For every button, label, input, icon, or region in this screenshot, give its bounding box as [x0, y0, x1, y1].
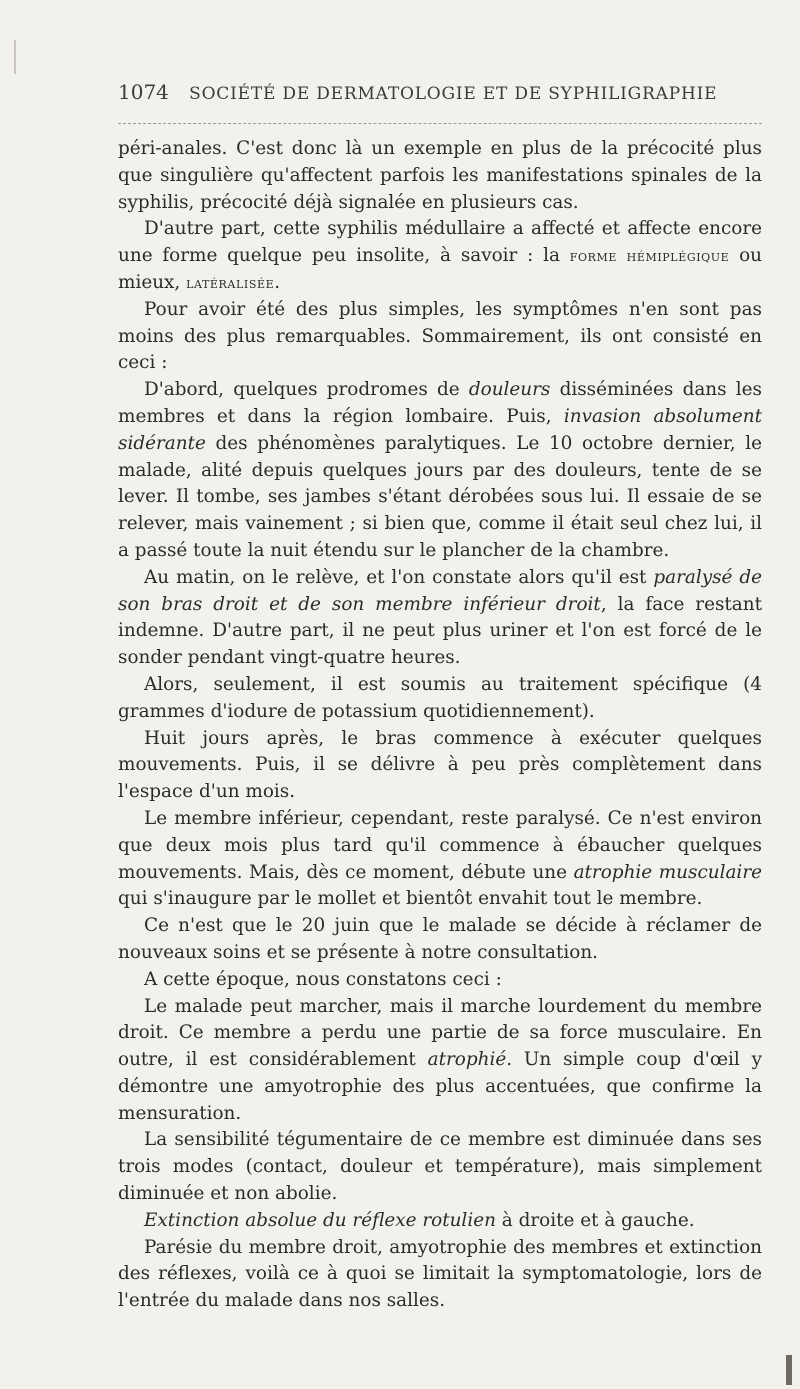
italic-term: atrophié — [427, 1049, 507, 1071]
header-rule — [118, 123, 762, 124]
paragraph-8: Le membre inférieur, cependant, reste paralysé. Ce n'est environ que deux mois plus tard qu'il commence à ébaucher quelques mouvements. Mais, dès ce moment, débute une atrophie musculaire qui s'inaugure par le mollet et bientôt envahit tout le membre. — [118, 807, 762, 910]
paragraph-11: Le malade peut marcher, mais il marche lourdement du membre droit. Ce membre a perdu une partie de sa force musculaire. En outre, il est considérablement atrophié. Un simple coup d'œil y démontre une amyotrophie des plus accentuées, que confirme la mensuration. — [118, 995, 762, 1124]
italic-term: paralysé de son bras droit et de son membre inférieur droit — [118, 566, 762, 615]
italic-term: invasion absolument sidérante — [118, 405, 762, 454]
paragraph-13: Extinction absolue du réflexe rotulien à droite et à gauche. — [144, 1209, 695, 1231]
scan-artifact — [786, 1355, 792, 1385]
paragraph-4: D'abord, quelques prodromes de douleurs disséminées dans les membres et dans la région lombaire. Puis, invasion absolument sidérante des phénomènes paralytiques. Le 10 octobre dernier, le malade, alité depuis quelques jours par des douleurs, tente de se lever. Il tombe, ses jambes s'étant dérobées sous lui. Il essaie de se relever, mais vainement ; si bien que, comme il était seul chez lui, il a passé toute la nuit étendu sur le plancher de la chambre. — [118, 379, 762, 561]
italic-term: Extinction absolue du réflexe rotulien — [144, 1209, 496, 1231]
running-header — [118, 80, 762, 104]
running-title: SOCIÉTÉ DE DERMATOLOGIE ET DE SYPHILIGRAPHIE — [189, 84, 718, 104]
paragraph-6: Alors, seulement, il est soumis au traitement spécifique (4 grammes d'iodure de potassium quotidiennement). — [118, 673, 762, 722]
paragraph-12: La sensibilité tégumentaire de ce membre est diminuée dans ses trois modes (contact, douleur et température), mais simplement diminuée et non abolie. — [118, 1129, 762, 1205]
paragraph-3: Pour avoir été des plus simples, les symptômes n'en sont pas moins des plus remarquables. Sommairement, ils ont consisté en ceci : — [118, 298, 762, 374]
paragraph-5: Au matin, on le relève, et l'on constate alors qu'il est paralysé de son bras droit et de son membre inférieur droit, la face restant indemne. D'autre part, il ne peut plus uriner et l'on est forcé de le sonder pendant vingt-quatre heures. — [118, 566, 762, 669]
paragraph-1: péri-anales. C'est donc là un exemple en plus de la précocité plus que singulière qu'affectent parfois les manifestations spinales de la syphilis, précocité déjà signalée en plusieurs cas. — [118, 138, 762, 213]
page-number: 1074 — [118, 80, 169, 104]
paragraph-2: D'autre part, cette syphilis médullaire a affecté et affecte encore une forme quelque peu insolite, à savoir : la forme hémiplégique ou mieux, latéralisée. — [118, 218, 762, 293]
body-text — [118, 136, 762, 1315]
scan-artifact — [14, 40, 16, 74]
paragraph-7: Huit jours après, le bras commence à exécuter quelques mouvements. Puis, il se délivre à peu près complètement dans l'espace d'un mois. — [118, 727, 762, 803]
small-caps-term: forme hémiplégique — [569, 246, 730, 266]
small-caps-term: latéralisée — [186, 272, 275, 292]
paragraph-9: Ce n'est que le 20 juin que le malade se décide à réclamer de nouveaux soins et se présente à notre consultation. — [118, 915, 762, 963]
italic-term: atrophie musculaire — [573, 861, 762, 883]
paragraph-14: Parésie du membre droit, amyotrophie des membres et extinction des réflexes, voilà ce à quoi se limitait la symptomatologie, lors de l'entrée du malade dans nos salles. — [118, 1236, 762, 1312]
paragraph-10: A cette époque, nous constatons ceci : — [144, 968, 502, 990]
italic-term: douleurs — [468, 379, 551, 401]
